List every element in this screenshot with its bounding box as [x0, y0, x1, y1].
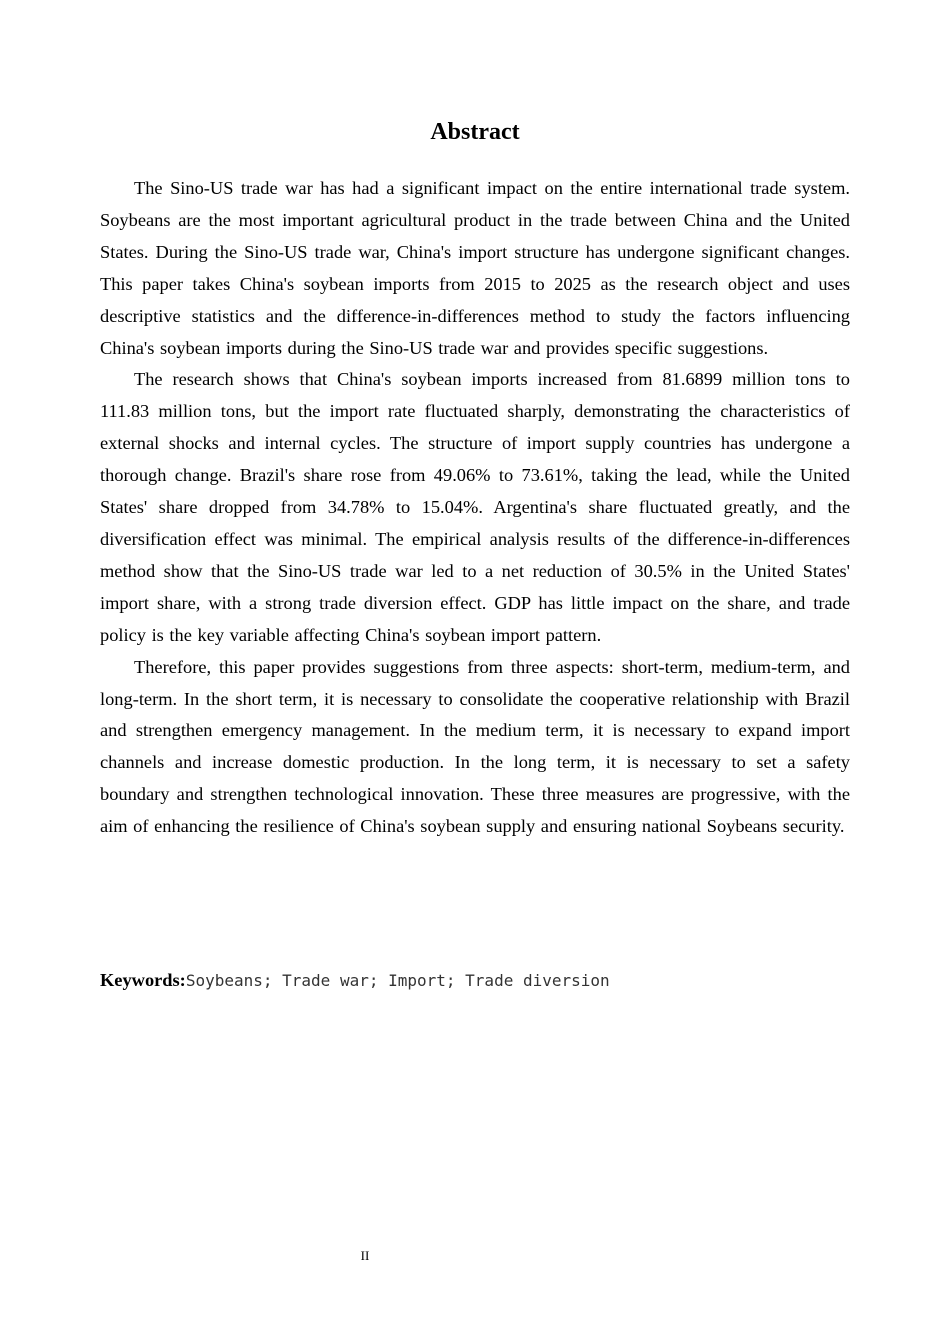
abstract-paragraph-3: Therefore, this paper provides suggestions from three aspects: short-term, medium-term, and long-term. In the short term, it is necessary to consolidate the cooperative relationship with Brazil and strengthen emergency management. In the medium term, it is necessary to expand import channels and increase domestic production. In the long term, it is necessary to set a safety boundary and strengthen technological innovation. These three measures are progressive, with the aim of enhancing the resilience of China's soybean supply and ensuring national Soybeans security. [100, 656, 850, 837]
keywords-label: Keywords: [100, 970, 186, 990]
abstract-body [100, 173, 850, 843]
keywords-line [100, 966, 850, 995]
keywords-values: Soybeans; Trade war; Import; Trade diversion [185, 971, 610, 990]
abstract-title: Abstract [430, 119, 520, 145]
page-number: II [360, 1248, 370, 1263]
abstract-paragraph-2: The research shows that China's soybean imports increased from 81.6899 million tons to 111.83 million tons, but the import rate fluctuated sharply, demonstrating the characteristics of external shocks and internal cycles. The structure of import supply countries has undergone a thorough change. Brazil's share rose from 49.06% to 73.61%, taking the lead, while the United States' share dropped from 34.78% to 15.04%. Argentina's share fluctuated greatly, and the diversification effect was minimal. The empirical analysis results of the difference-in-differences method show that the Sino-US trade war led to a net reduction of 30.5% in the United States' import share, with a strong trade diversion effect. GDP has little impact on the share, and trade policy is the key variable affecting China's soybean import pattern. [100, 369, 850, 645]
abstract-paragraph-1: The Sino-US trade war has had a significant impact on the entire international trade system. Soybeans are the most important agricultural product in the trade between China and the United States. During the Sino-US trade war, China's import structure has undergone significant changes. This paper takes China's soybean imports from 2015 to 2025 as the research object and uses descriptive statistics and the difference-in-differences method to study the factors influencing China's soybean imports during the Sino-US trade war and provides specific suggestions. [100, 178, 850, 358]
